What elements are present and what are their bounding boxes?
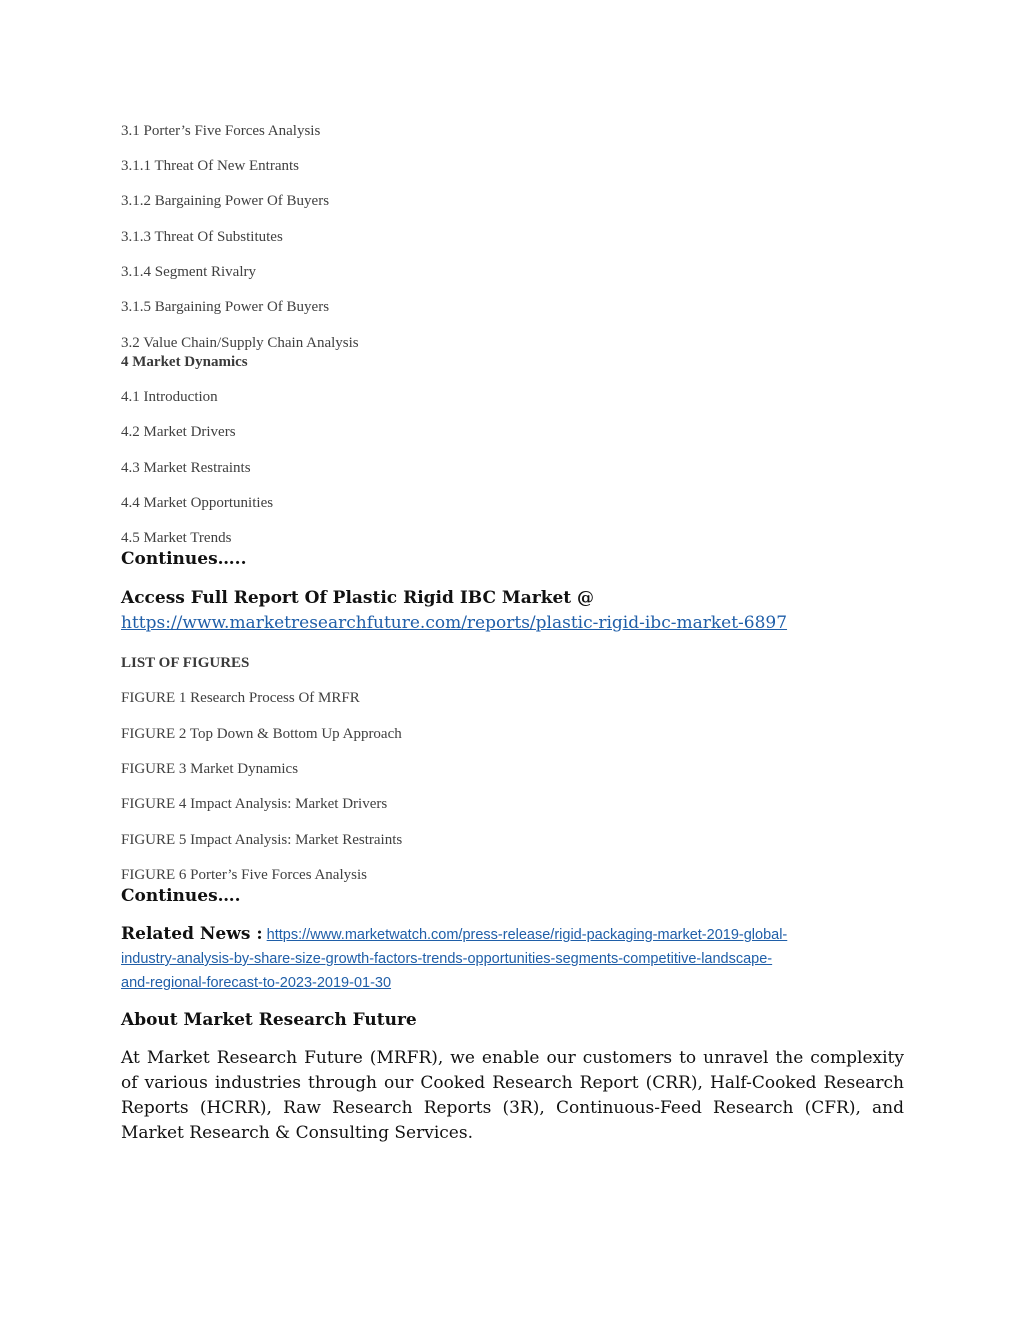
figure-item: FIGURE 6 Porter’s Five Forces Analysis bbox=[121, 867, 367, 883]
figure-item: FIGURE 1 Research Process Of MRFR bbox=[121, 690, 360, 706]
toc-item: 4.1 Introduction bbox=[121, 389, 218, 405]
toc-item: 3.1.3 Threat Of Substitutes bbox=[121, 229, 283, 245]
toc-item: 3.1.5 Bargaining Power Of Buyers bbox=[121, 299, 330, 315]
related-news-link[interactable]: https://www.marketwatch.com/press-release/rigid-packaging-market-2019-global- bbox=[266, 927, 788, 943]
continues-text: Continues….. bbox=[121, 549, 247, 569]
related-news-label: Related News : bbox=[121, 924, 263, 944]
report-link[interactable]: https://www.marketresearchfuture.com/reports/plastic-rigid-ibc-market-6897 bbox=[121, 613, 788, 633]
figure-item: FIGURE 4 Impact Analysis: Market Drivers bbox=[121, 796, 388, 812]
related-news-link-cont[interactable]: and-regional-forecast-to-2023-2019-01-30 bbox=[121, 975, 392, 991]
related-news-link-cont[interactable]: industry-analysis-by-share-size-growth-factors-trends-opportunities-segments-competitive-landscape- bbox=[121, 951, 773, 967]
figures-heading: LIST OF FIGURES bbox=[121, 655, 250, 671]
toc-item: 4.5 Market Trends bbox=[121, 530, 232, 546]
toc-section-heading: 4 Market Dynamics bbox=[121, 354, 248, 370]
related-news bbox=[121, 923, 904, 995]
toc-item: 4.4 Market Opportunities bbox=[121, 495, 274, 511]
about-heading: About Market Research Future bbox=[121, 1010, 417, 1030]
toc-item: 3.2 Value Chain/Supply Chain Analysis bbox=[121, 335, 359, 351]
about-paragraph: At Market Research Future (MRFR), we enable our customers to unravel the complexity of various industries through our Cooked Research Report (CRR), Half-Cooked Research Reports (HCRR), Raw Research Reports (3R), Continuous-Feed Research (CFR), and Market Research & Consulting Services. bbox=[121, 1048, 904, 1143]
toc-item: 3.1.1 Threat Of New Entrants bbox=[121, 158, 300, 174]
continues-text: Continues…. bbox=[121, 886, 241, 906]
toc-item: 4.2 Market Drivers bbox=[121, 424, 236, 440]
access-report-label: Access Full Report Of Plastic Rigid IBC Market @ bbox=[121, 588, 595, 608]
toc-item: 4.3 Market Restraints bbox=[121, 460, 251, 476]
figure-item: FIGURE 3 Market Dynamics bbox=[121, 761, 299, 777]
toc-item: 3.1.4 Segment Rivalry bbox=[121, 264, 256, 280]
toc-item: 3.1 Porter’s Five Forces Analysis bbox=[121, 123, 321, 139]
figure-item: FIGURE 2 Top Down & Bottom Up Approach bbox=[121, 726, 402, 742]
toc-item: 3.1.2 Bargaining Power Of Buyers bbox=[121, 193, 330, 209]
figure-item: FIGURE 5 Impact Analysis: Market Restraints bbox=[121, 832, 403, 848]
